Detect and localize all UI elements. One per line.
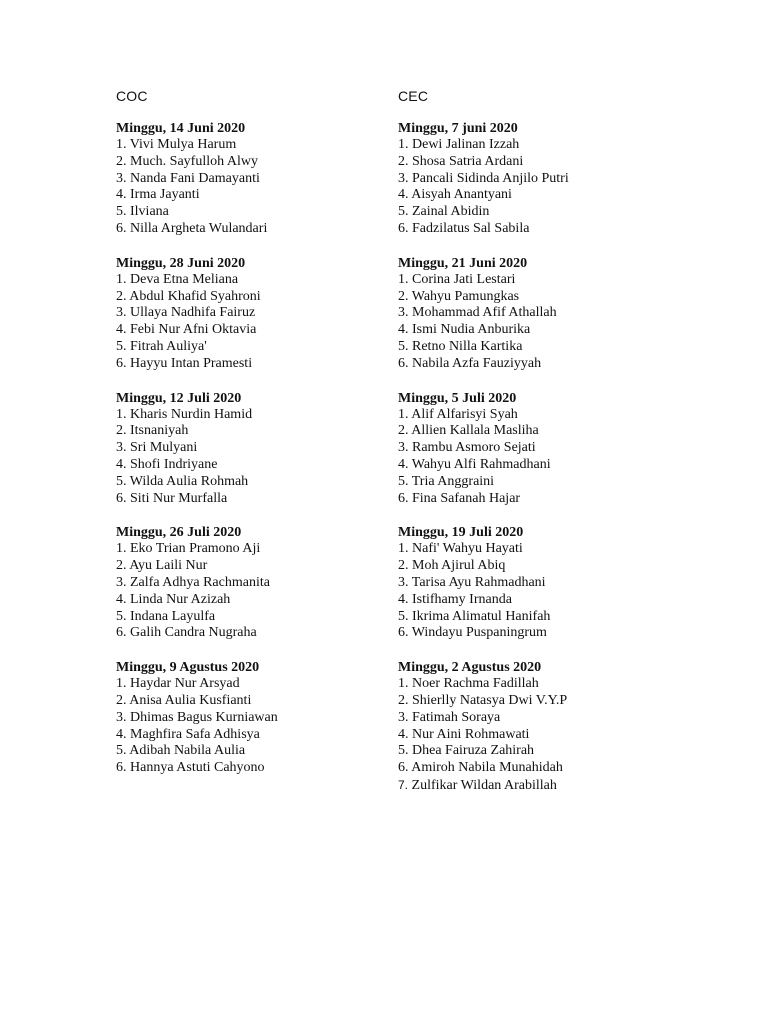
item-number: 2.	[116, 153, 127, 169]
list-item	[398, 171, 698, 188]
person-name: Wilda Aulia Rohmah	[129, 473, 249, 489]
list-item	[398, 777, 698, 794]
item-number: 4.	[398, 726, 409, 742]
item-number: 5.	[116, 204, 127, 220]
list-item	[116, 204, 386, 221]
person-name: Istifhamy Irnanda	[412, 591, 512, 607]
person-name: Sri Mulyani	[130, 440, 198, 456]
person-name: Tarisa Ayu Rahmadhani	[411, 574, 546, 590]
name-list	[398, 137, 698, 238]
list-item	[398, 339, 698, 356]
person-name: Zulfikar Wildan Arabillah	[411, 777, 557, 793]
list-item	[398, 322, 698, 339]
person-name: Shosa Satria Ardani	[412, 153, 524, 169]
item-number: 6.	[398, 220, 409, 236]
person-name: Mohammad Afif Athallah	[412, 305, 557, 321]
item-number: 4.	[116, 456, 127, 472]
list-item	[116, 676, 386, 693]
list-item	[398, 575, 698, 592]
list-item	[116, 592, 386, 609]
column-header: COC	[116, 88, 148, 104]
list-item	[398, 760, 698, 777]
item-number: 1.	[398, 676, 409, 692]
item-number: 5.	[116, 608, 127, 624]
list-item	[398, 289, 698, 306]
list-item	[116, 474, 386, 491]
item-number: 6.	[116, 625, 127, 641]
name-list	[116, 676, 386, 777]
list-item	[116, 625, 386, 642]
person-name: Pancali Sidinda Anjilo Putri	[412, 170, 569, 186]
list-item	[398, 710, 698, 727]
list-item	[398, 457, 698, 474]
schedule-group	[398, 120, 698, 238]
item-number: 6.	[398, 760, 409, 776]
item-number: 2.	[116, 558, 127, 574]
person-name: Dewi Jalinan Izzah	[412, 137, 520, 152]
item-number: 3.	[116, 574, 127, 590]
group-date-heading: Minggu, 12 Juli 2020	[116, 390, 242, 406]
list-item	[398, 676, 698, 693]
person-name: Nur Aini Rohmawati	[412, 726, 530, 742]
person-name: Amiroh Nabila Munahidah	[411, 760, 563, 776]
person-name: Alif Alfarisyi Syah	[411, 406, 518, 422]
item-number: 4.	[398, 187, 409, 203]
item-number: 5.	[116, 743, 127, 759]
item-number: 2.	[398, 153, 409, 169]
item-number: 4.	[116, 187, 127, 203]
person-name: Aisyah Anantyani	[411, 187, 512, 203]
item-number: 2.	[398, 558, 409, 574]
list-item	[398, 154, 698, 171]
item-number: 1.	[398, 137, 409, 152]
item-number: 5.	[116, 473, 127, 489]
list-item	[116, 305, 386, 322]
item-number: 3.	[116, 170, 127, 186]
name-list	[398, 272, 698, 373]
person-name: Nafi' Wahyu Hayati	[412, 541, 523, 557]
list-item	[398, 423, 698, 440]
list-item	[116, 491, 386, 508]
item-number: 4.	[116, 322, 127, 338]
list-item	[116, 760, 386, 777]
list-item	[116, 289, 386, 306]
person-name: Dhea Fairuza Zahirah	[412, 743, 535, 759]
person-name: Siti Nur Murfalla	[130, 490, 228, 506]
name-list	[116, 407, 386, 508]
item-number: 1.	[398, 541, 409, 557]
list-item	[398, 609, 698, 626]
cec-column	[398, 87, 698, 811]
person-name: Allien Kallala Masliha	[411, 423, 539, 439]
item-number: 6.	[116, 220, 127, 236]
list-item	[398, 137, 698, 154]
item-number: 1.	[116, 541, 127, 557]
column-header: CEC	[398, 88, 429, 104]
item-number: 3.	[116, 440, 127, 456]
person-name: Much. Sayfulloh Alwy	[130, 153, 258, 169]
list-item	[116, 575, 386, 592]
person-name: Maghfira Safa Adhisya	[130, 726, 260, 742]
person-name: Nilla Argheta Wulandari	[130, 220, 268, 236]
name-list	[116, 541, 386, 642]
schedule-group	[116, 120, 386, 238]
schedule-group	[116, 255, 386, 373]
list-item	[116, 710, 386, 727]
list-item	[116, 322, 386, 339]
person-name: Fina Safanah Hajar	[412, 490, 521, 506]
schedule-group	[398, 524, 698, 642]
list-item	[398, 204, 698, 221]
person-name: Nabila Azfa Fauziyyah	[412, 355, 542, 371]
name-list	[398, 407, 698, 508]
name-list	[398, 676, 698, 794]
item-number: 3.	[398, 440, 409, 456]
item-number: 2.	[398, 288, 409, 304]
person-name: Hayyu Intan Pramesti	[130, 355, 253, 371]
list-item	[398, 541, 698, 558]
person-name: Dhimas Bagus Kurniawan	[130, 709, 278, 725]
person-name: Tria Anggraini	[411, 473, 495, 489]
schedule-group	[116, 659, 386, 777]
item-number: 1.	[116, 137, 127, 152]
person-name: Wahyu Pamungkas	[411, 288, 520, 304]
item-number: 6.	[398, 490, 409, 506]
group-date-heading: Minggu, 14 Juni 2020	[116, 121, 246, 136]
name-list	[116, 137, 386, 238]
group-date-heading: Minggu, 9 Agustus 2020	[116, 660, 260, 676]
person-name: Retno Nilla Kartika	[412, 338, 523, 354]
list-item	[398, 272, 698, 289]
group-date-heading: Minggu, 19 Juli 2020	[398, 525, 524, 541]
list-item	[116, 558, 386, 575]
name-list	[398, 541, 698, 642]
list-item	[398, 474, 698, 491]
list-item	[116, 187, 386, 204]
person-name: Corina Jati Lestari	[412, 271, 516, 287]
person-name: Ismi Nudia Anburika	[412, 322, 531, 338]
person-name: Ilviana	[130, 204, 169, 220]
item-number: 2.	[116, 288, 127, 304]
list-item	[116, 541, 386, 558]
list-item	[116, 171, 386, 188]
item-number: 4.	[398, 456, 409, 472]
item-number: 5.	[398, 473, 409, 489]
item-number: 4.	[116, 726, 127, 742]
item-number: 3.	[398, 170, 409, 186]
item-number: 1.	[116, 406, 127, 422]
list-item	[398, 356, 698, 373]
group-date-heading: Minggu, 28 Juni 2020	[116, 255, 246, 271]
person-name: Noer Rachma Fadillah	[412, 676, 539, 692]
item-number: 6.	[116, 760, 127, 776]
item-number: 2.	[398, 692, 409, 708]
person-name: Moh Ajirul Abiq	[412, 558, 506, 574]
group-date-heading: Minggu, 7 juni 2020	[398, 121, 518, 136]
item-number: 3.	[398, 305, 409, 321]
list-item	[116, 272, 386, 289]
item-number: 6.	[398, 355, 409, 371]
list-item	[116, 407, 386, 424]
list-item	[398, 305, 698, 322]
list-item	[398, 693, 698, 710]
list-item	[116, 609, 386, 626]
list-item	[116, 154, 386, 171]
group-date-heading: Minggu, 26 Juli 2020	[116, 525, 242, 541]
person-name: Ullaya Nadhifa Fairuz	[130, 305, 256, 321]
item-number: 3.	[116, 305, 127, 321]
item-number: 1.	[398, 271, 409, 287]
schedule-group	[398, 659, 698, 794]
item-number: 4.	[398, 322, 409, 338]
item-number: 7.	[398, 777, 409, 792]
list-item	[116, 356, 386, 373]
person-name: Fitrah Auliya'	[130, 338, 207, 354]
item-number: 3.	[398, 709, 409, 725]
person-name: Kharis Nurdin Hamid	[130, 406, 253, 422]
person-name: Anisa Aulia Kusfianti	[129, 692, 252, 708]
item-number: 1.	[116, 271, 127, 287]
list-item	[116, 339, 386, 356]
list-item	[398, 625, 698, 642]
person-name: Zainal Abidin	[412, 204, 490, 220]
person-name: Fadzilatus Sal Sabila	[412, 220, 530, 236]
list-item	[116, 137, 386, 154]
person-name: Nanda Fani Damayanti	[130, 170, 260, 186]
item-number: 5.	[116, 338, 127, 354]
item-number: 4.	[116, 591, 127, 607]
person-name: Febi Nur Afni Oktavia	[130, 322, 257, 338]
list-item	[116, 221, 386, 238]
list-item	[398, 407, 698, 424]
person-name: Itsnaniyah	[130, 423, 189, 439]
list-item	[398, 221, 698, 238]
list-item	[398, 491, 698, 508]
person-name: Eko Trian Pramono Aji	[130, 541, 261, 557]
list-item	[116, 457, 386, 474]
person-name: Adibah Nabila Aulia	[129, 743, 246, 759]
person-name: Ayu Laili Nur	[129, 558, 208, 574]
group-date-heading: Minggu, 5 Juli 2020	[398, 390, 517, 406]
item-number: 6.	[398, 625, 409, 641]
person-name: Indana Layulfa	[130, 608, 216, 624]
person-name: Shierlly Natasya Dwi V.Y.P	[412, 692, 568, 708]
list-item	[398, 743, 698, 760]
item-number: 2.	[398, 423, 409, 439]
item-number: 5.	[398, 743, 409, 759]
list-item	[116, 440, 386, 457]
person-name: Haydar Nur Arsyad	[130, 676, 240, 692]
list-item	[116, 423, 386, 440]
item-number: 3.	[398, 574, 409, 590]
schedule-group	[116, 524, 386, 642]
schedule-group	[398, 390, 698, 508]
list-item	[398, 440, 698, 457]
item-number: 4.	[398, 591, 409, 607]
list-item	[116, 743, 386, 760]
person-name: Rambu Asmoro Sejati	[412, 440, 536, 456]
person-name: Shofi Indriyane	[130, 456, 218, 472]
person-name: Windayu Puspaningrum	[411, 625, 547, 641]
list-item	[116, 693, 386, 710]
name-list	[116, 272, 386, 373]
person-name: Irma Jayanti	[130, 187, 200, 203]
person-name: Hannya Astuti Cahyono	[130, 760, 265, 776]
item-number: 1.	[116, 676, 127, 692]
schedule-group	[398, 255, 698, 373]
person-name: Fatimah Soraya	[412, 709, 501, 725]
person-name: Abdul Khafid Syahroni	[129, 288, 261, 304]
person-name: Galih Candra Nugraha	[130, 625, 257, 641]
item-number: 5.	[398, 338, 409, 354]
list-item	[398, 727, 698, 744]
coc-column	[116, 87, 386, 794]
item-number: 5.	[398, 608, 409, 624]
group-date-heading: Minggu, 2 Agustus 2020	[398, 660, 542, 676]
person-name: Vivi Mulya Harum	[129, 137, 237, 152]
group-date-heading: Minggu, 21 Juni 2020	[398, 255, 528, 271]
item-number: 2.	[116, 692, 127, 708]
person-name: Zalfa Adhya Rachmanita	[130, 574, 270, 590]
person-name: Linda Nur Azizah	[130, 591, 231, 607]
item-number: 6.	[116, 355, 127, 371]
schedule-group	[116, 390, 386, 508]
item-number: 1.	[398, 406, 409, 422]
list-item	[398, 187, 698, 204]
list-item	[116, 727, 386, 744]
item-number: 2.	[116, 423, 127, 439]
person-name: Deva Etna Meliana	[130, 271, 239, 287]
person-name: Ikrima Alimatul Hanifah	[412, 608, 551, 624]
item-number: 5.	[398, 204, 409, 220]
person-name: Wahyu Alfi Rahmadhani	[411, 456, 551, 472]
list-item	[398, 592, 698, 609]
item-number: 6.	[116, 490, 127, 506]
item-number: 3.	[116, 709, 127, 725]
list-item	[398, 558, 698, 575]
